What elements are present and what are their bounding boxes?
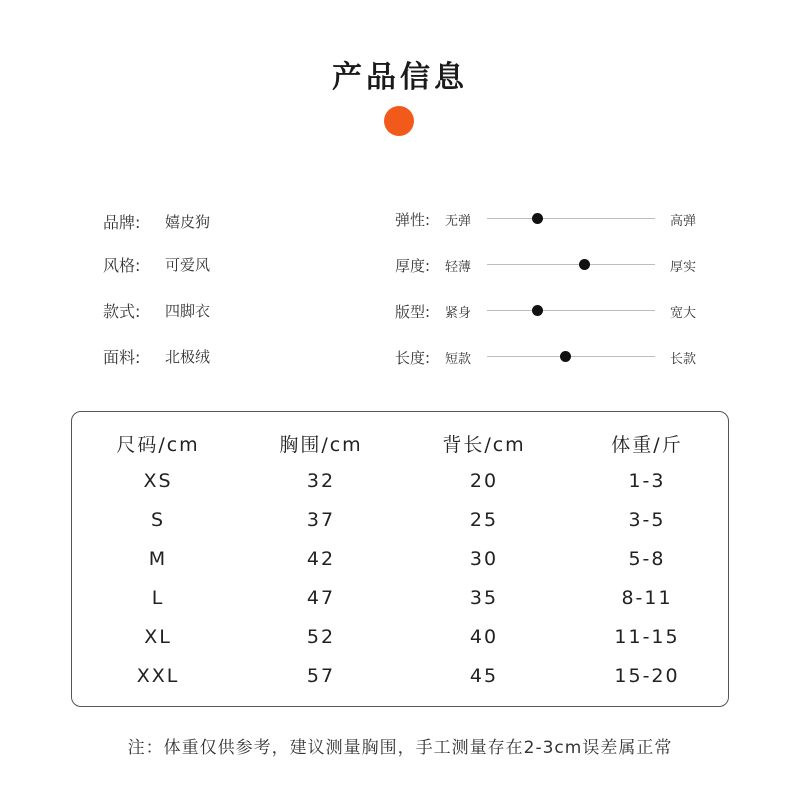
attribute-row-fabric — [103, 344, 210, 368]
attribute-value: 北极绒 — [165, 347, 211, 366]
scale-high-label: 厚实 — [670, 260, 697, 275]
table-cell: 32 — [306, 470, 336, 492]
attribute-row-brand — [103, 209, 210, 233]
table-cell: 3-5 — [628, 509, 666, 531]
table-cell: XXL — [136, 665, 180, 687]
table-header-cell: 体重/斤 — [611, 434, 683, 456]
scale-marker — [532, 213, 543, 224]
table-cell: L — [151, 587, 165, 609]
attribute-row-style — [103, 252, 210, 276]
table-cell: 25 — [469, 509, 499, 531]
attribute-label: 风格: — [103, 255, 141, 275]
table-cell: S — [150, 509, 166, 531]
scale-track — [487, 264, 655, 265]
table-cell: 35 — [469, 587, 499, 609]
table-cell: 30 — [469, 548, 499, 570]
table-cell: 5-8 — [628, 548, 666, 570]
scale-high-label: 宽大 — [670, 306, 697, 321]
attribute-value: 可爱风 — [165, 255, 211, 274]
scale-marker — [532, 305, 543, 316]
scale-low-label: 轻薄 — [445, 260, 472, 275]
table-cell: M — [148, 548, 168, 570]
attribute-value: 四脚衣 — [165, 301, 211, 320]
scale-low-label: 短款 — [445, 352, 472, 367]
attribute-label: 款式: — [103, 301, 141, 321]
table-header-cell: 尺码/cm — [116, 434, 200, 456]
table-cell: XS — [143, 470, 173, 492]
table-cell: 1-3 — [628, 470, 666, 492]
table-cell: 8-11 — [621, 587, 673, 609]
footnote: 注：体重仅供参考，建议测量胸围，手工测量存在2-3cm误差属正常 — [127, 738, 673, 758]
scale-high-label: 高弹 — [670, 214, 697, 229]
attribute-label: 面料: — [103, 347, 141, 367]
scale-marker — [560, 351, 571, 362]
accent-dot — [384, 106, 414, 136]
table-cell: 11-15 — [614, 626, 680, 648]
table-cell: 57 — [306, 665, 336, 687]
scale-label: 厚度: — [395, 257, 431, 275]
scale-high-label: 长款 — [670, 352, 697, 367]
table-cell: 40 — [469, 626, 499, 648]
page-title: 产品信息 — [332, 60, 468, 95]
table-cell: 20 — [469, 470, 499, 492]
table-cell: 37 — [306, 509, 336, 531]
table-cell: XL — [144, 626, 172, 648]
scale-marker — [579, 259, 590, 270]
scale-label: 版型: — [395, 303, 431, 321]
table-cell: 52 — [306, 626, 336, 648]
table-cell: 47 — [306, 587, 336, 609]
table-header-cell: 背长/cm — [442, 434, 526, 456]
scale-low-label: 无弹 — [445, 214, 472, 229]
scale-low-label: 紧身 — [445, 306, 472, 321]
scale-track — [487, 310, 655, 311]
attribute-row-type — [103, 298, 210, 322]
table-cell: 45 — [469, 665, 499, 687]
table-header-cell: 胸围/cm — [279, 434, 363, 456]
attribute-label: 品牌: — [103, 212, 141, 232]
table-cell: 42 — [306, 548, 336, 570]
attribute-value: 嬉皮狗 — [165, 212, 211, 231]
scale-label: 弹性: — [395, 211, 431, 229]
scale-track — [487, 218, 655, 219]
size-table — [71, 411, 729, 707]
scale-label: 长度: — [395, 349, 431, 367]
table-cell: 15-20 — [614, 665, 680, 687]
